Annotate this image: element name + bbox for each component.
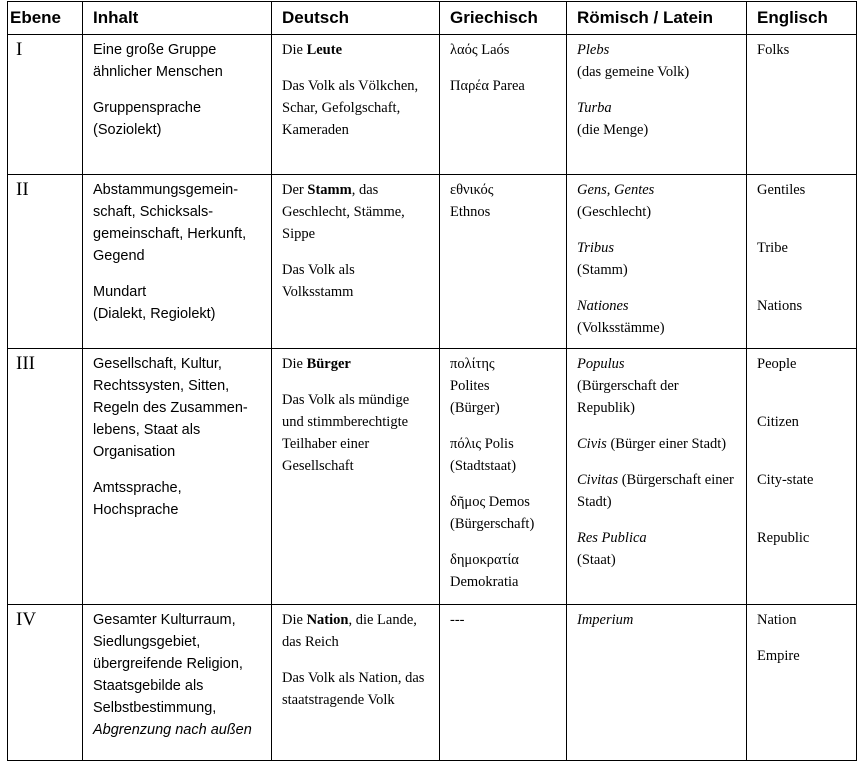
table-row <box>8 174 857 349</box>
englisch-term: Nation <box>757 612 797 629</box>
cell-inhalt <box>83 174 272 349</box>
italic-term: Nationes <box>577 297 629 314</box>
cell-inhalt <box>83 35 272 175</box>
griechisch-paragraph <box>450 39 556 61</box>
text-run: (das gemeine Volk) <box>577 64 690 80</box>
cell-englisch <box>747 349 857 605</box>
deutsch-paragraph <box>282 179 429 245</box>
text-run: Die <box>282 612 307 629</box>
inhalt-paragraph <box>93 477 261 521</box>
cell-roemisch <box>567 605 747 761</box>
cell-griechisch <box>440 35 567 175</box>
englisch-term: Republic <box>757 530 810 547</box>
text-run: Die <box>282 356 307 373</box>
text-run: (Stadtstaat) <box>450 458 517 475</box>
cell-inhalt <box>83 605 272 761</box>
text-run: (Geschlecht) <box>577 203 652 220</box>
roemisch-paragraph <box>577 469 736 513</box>
griechisch-paragraph <box>450 353 556 419</box>
text-run: (Staat) <box>577 552 616 569</box>
text-run: Das Volk als Volksstamm <box>282 261 355 300</box>
cell-griechisch <box>440 605 567 761</box>
italic-term: Turba <box>577 100 612 116</box>
text-run: Amtssprache, Hochsprache <box>93 480 182 519</box>
table-header <box>8 2 857 35</box>
cell-ebene: IV <box>8 605 83 761</box>
italic-term: Abgrenzung nach außen <box>93 722 252 739</box>
text-run: Das Volk als Völkchen, Schar, Gefolgschaft, Kameraden <box>282 78 419 138</box>
cell-roemisch <box>567 174 747 349</box>
cell-griechisch <box>440 174 567 349</box>
cell-englisch <box>747 35 857 175</box>
cell-ebene: I <box>8 35 83 175</box>
header-griechisch: Griechisch <box>440 2 567 35</box>
text-run: Die <box>282 42 307 58</box>
roemisch-paragraph <box>577 179 736 223</box>
text-run: Polites <box>450 378 490 395</box>
italic-term: Civitas <box>577 472 619 489</box>
inhalt-paragraph <box>93 281 261 325</box>
text-run: Παρέα Parea <box>450 78 525 94</box>
inhalt-paragraph <box>93 39 261 83</box>
header-roemisch: Römisch / Latein <box>567 2 747 35</box>
deutsch-paragraph <box>282 259 429 303</box>
text-run: δημοκρατία <box>450 552 519 569</box>
inhalt-paragraph <box>93 179 261 267</box>
text-run: Ethnos <box>450 203 491 220</box>
griechisch-paragraph <box>450 75 556 97</box>
deutsch-paragraph <box>282 75 429 141</box>
text-run: , die Lande, das Reich <box>282 612 417 651</box>
text-run: (die Menge) <box>577 122 649 138</box>
bold-term: Nation <box>306 612 349 629</box>
englisch-term: Folks <box>757 42 790 58</box>
text-run: , das Geschlecht, Stämme, Sippe <box>282 181 405 242</box>
text-run: (Dialekt, Regiolekt) <box>93 305 216 322</box>
roemisch-paragraph <box>577 527 736 571</box>
griechisch-paragraph <box>450 433 556 477</box>
englisch-term: City-state <box>757 472 814 489</box>
cell-deutsch <box>272 174 440 349</box>
text-run: Gesamter Kulturraum, Siedlungsgebiet, übergreifende Religion, Staatsgebilde als Selbstbestimmung, <box>93 612 243 717</box>
text-run: Abstammungsgemein-schaft, Schicksals-gemeinschaft, Herkunft, Gegend <box>93 181 247 264</box>
italic-term: Tribus <box>577 239 615 256</box>
text-run: (Bürgerschaft einer Stadt) <box>577 472 734 511</box>
header-inhalt: Inhalt <box>83 2 272 35</box>
cell-inhalt <box>83 349 272 605</box>
griechisch-paragraph <box>450 179 556 223</box>
englisch-term: Tribe <box>757 239 788 256</box>
italic-term: Imperium <box>577 612 634 629</box>
text-run: πόλις Polis <box>450 436 514 453</box>
griechisch-paragraph <box>450 491 556 535</box>
text-run: (Bürger) <box>450 400 500 417</box>
comparison-table <box>7 1 857 761</box>
table-body <box>8 35 857 761</box>
cell-roemisch <box>567 349 747 605</box>
text-run: Demokratia <box>450 574 519 591</box>
roemisch-paragraph <box>577 237 736 281</box>
cell-deutsch <box>272 349 440 605</box>
table-row <box>8 35 857 175</box>
cell-griechisch <box>440 349 567 605</box>
text-run: (Bürgerschaft der Republik) <box>577 378 679 417</box>
griechisch-paragraph <box>450 549 556 593</box>
deutsch-paragraph <box>282 609 429 653</box>
roemisch-paragraph <box>577 295 736 339</box>
italic-term: Plebs <box>577 42 610 58</box>
header-row <box>8 2 857 35</box>
englisch-term: Citizen <box>757 414 799 431</box>
englisch-term: Empire <box>757 648 800 665</box>
inhalt-paragraph <box>93 97 261 141</box>
roemisch-paragraph <box>577 609 736 631</box>
italic-term: Populus <box>577 356 625 373</box>
text-run: (Volksstämme) <box>577 319 665 336</box>
cell-ebene: II <box>8 174 83 349</box>
text-run: Das Volk als Nation, das staatstragende Volk <box>282 670 425 709</box>
roemisch-paragraph <box>577 433 736 455</box>
inhalt-paragraph <box>93 353 261 463</box>
englisch-term: People <box>757 356 797 373</box>
englisch-term: Gentiles <box>757 181 806 198</box>
bold-term: Leute <box>306 42 342 58</box>
bold-term: Bürger <box>306 356 351 373</box>
italic-term: Res Publica <box>577 530 647 547</box>
cell-ebene: III <box>8 349 83 605</box>
text-run: (Bürgerschaft) <box>450 516 535 533</box>
text-run: πολίτης <box>450 356 495 373</box>
header-deutsch: Deutsch <box>272 2 440 35</box>
roemisch-paragraph <box>577 353 736 419</box>
italic-term: Gens, Gentes <box>577 181 655 198</box>
text-run: Gruppensprache (Soziolekt) <box>93 100 202 138</box>
header-englisch: Englisch <box>747 2 857 35</box>
bold-term: Stamm <box>307 181 352 198</box>
text-run: Mundart <box>93 283 147 300</box>
cell-deutsch <box>272 605 440 761</box>
deutsch-paragraph <box>282 353 429 375</box>
cell-deutsch <box>272 35 440 175</box>
englisch-term: Nations <box>757 297 803 314</box>
header-ebene: Ebene <box>8 2 83 35</box>
text-run: Gesellschaft, Kultur, Rechtssysten, Sitten, Regeln des Zusammen-lebens, Staat als Organisation <box>93 356 248 461</box>
cell-englisch <box>747 605 857 761</box>
cell-englisch <box>747 174 857 349</box>
text-run: λαός Laós <box>450 42 510 58</box>
italic-term: Civis <box>577 436 607 453</box>
text-run: (Stamm) <box>577 261 628 278</box>
deutsch-paragraph <box>282 389 429 477</box>
text-run: εθνικός <box>450 181 494 198</box>
inhalt-paragraph <box>93 609 261 741</box>
text-run: Das Volk als mündige und stimmberechtigte Teilhaber einer Gesellschaft <box>282 392 410 475</box>
table-row <box>8 349 857 605</box>
text-run: Der <box>282 181 308 198</box>
cell-roemisch <box>567 35 747 175</box>
deutsch-paragraph <box>282 39 429 61</box>
roemisch-paragraph <box>577 39 736 83</box>
text-run: δῆμος Demos <box>450 494 530 511</box>
table-row <box>8 605 857 761</box>
griechisch-paragraph <box>450 609 556 631</box>
text-run: (Bürger einer Stadt) <box>606 436 727 453</box>
text-run: Eine große Gruppe ähnlicher Menschen <box>93 42 223 80</box>
roemisch-paragraph <box>577 97 736 141</box>
text-run: --- <box>450 612 465 629</box>
deutsch-paragraph <box>282 667 429 711</box>
